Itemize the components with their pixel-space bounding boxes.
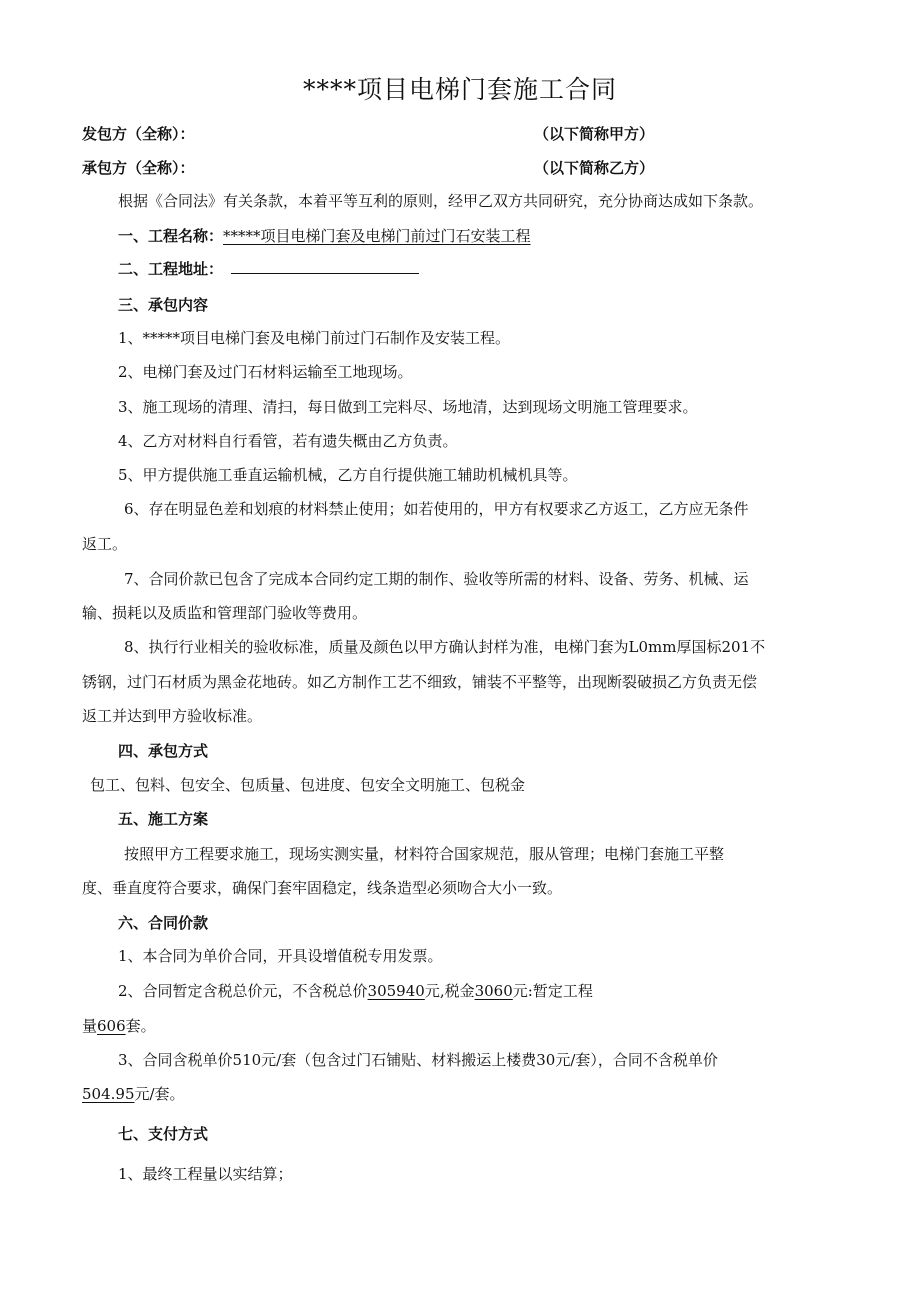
section-3-item-7-line-1: 7、合同价款已包含了完成本合同约定工期的制作、验收等所需的材料、设备、劳务、机械、运	[124, 570, 749, 588]
section-3-item-4: 4、乙方对材料自行看管，若有遗失概由乙方负责。	[118, 432, 458, 450]
section-3-item-5: 5、甲方提供施工垂直运输机械，乙方自行提供施工辅助机械机具等。	[118, 466, 578, 484]
unit-price-value: 504.95	[82, 1085, 135, 1103]
section-5-text-line-2: 度、垂直度符合要求，确保门套牢固稳定，线条造型必须吻合大小一致。	[82, 879, 563, 897]
section-1	[118, 226, 531, 246]
project-name: *****项目电梯门套及电梯门前过门石安装工程	[223, 227, 531, 245]
contractor-abbreviation: （以下简称乙方）	[534, 159, 655, 177]
section-3-item-3: 3、施工现场的清理、清扫，每日做到工完料尽、场地清，达到现场文明施工管理要求。	[118, 398, 698, 416]
contract-title: ****项目电梯门套施工合同	[302, 75, 617, 104]
quantity-unit: 套。	[125, 1017, 156, 1035]
item-2-prefix: 2、合同暂定含税总价元，不含税总价	[118, 982, 368, 1000]
section-2-heading: 二、工程地址：	[118, 260, 224, 278]
section-2	[118, 259, 419, 279]
section-3-item-8-line-1: 8、执行行业相关的验收标准，质量及颜色以甲方确认封样为准，电梯门套为L0mm厚国标201不	[124, 638, 766, 656]
section-3-item-6-line-2: 返工。	[82, 535, 128, 553]
section-1-heading: 一、工程名称：	[118, 227, 224, 245]
section-7-item-1: 1、最终工程量以实结算；	[118, 1165, 293, 1183]
section-6-item-2-line-1	[118, 981, 593, 1001]
section-7-heading: 七、支付方式	[118, 1125, 209, 1143]
unit-price-unit: 元/套。	[134, 1085, 185, 1103]
section-4-heading: 四、承包方式	[118, 742, 209, 760]
net-total-value: 305940	[367, 982, 425, 1000]
address-blank-line	[231, 259, 419, 274]
section-3-item-1: 1、*****项目电梯门套及电梯门前过门石制作及安装工程。	[118, 329, 511, 347]
section-5-heading: 五、施工方案	[118, 810, 209, 828]
contractor-label: 承包方（全称）：	[82, 159, 195, 177]
section-4-text: 包工、包料、包安全、包质量、包进度、包安全文明施工、包税金	[90, 776, 526, 794]
quantity-prefix: 量	[82, 1017, 98, 1035]
section-3-item-8-line-2: 锈钢，过门石材质为黑金花地砖。如乙方制作工艺不细致，铺装不平整等，出现断裂破损乙方负责无偿	[82, 673, 758, 691]
section-5-text-line-1: 按照甲方工程要求施工，现场实测实量，材料符合国家规范，服从管理；电梯门套施工平整	[124, 845, 725, 863]
section-6-item-3-line-1: 3、合同含税单价510元/套（包含过门石铺贴、材料搬运上楼费30元/套），合同不含税单价	[118, 1051, 718, 1069]
section-3-item-6-line-1: 6、存在明显色差和划痕的材料禁止使用；如若使用的，甲方有权要求乙方返工，乙方应无条件	[124, 500, 749, 518]
section-3-item-8-line-3: 返工并达到甲方验收标准。	[82, 707, 263, 725]
employer-abbreviation: （以下简称甲方）	[534, 125, 655, 143]
employer-label: 发包方（全称）：	[82, 125, 195, 143]
tax-value: 3060	[474, 982, 513, 1000]
section-6-heading: 六、合同价款	[118, 914, 209, 932]
quantity-value: 606	[97, 1017, 126, 1035]
section-3-item-7-line-2: 输、损耗以及质监和管理部门验收等费用。	[82, 604, 368, 622]
section-6-item-3-line-2	[82, 1084, 185, 1104]
section-6-item-1: 1、本合同为单价合同，开具设增值税专用发票。	[118, 947, 443, 965]
item-2-quantity-label: 元:暂定工程	[512, 982, 593, 1000]
item-2-tax-label: 元,税金	[424, 982, 475, 1000]
section-3-item-2: 2、电梯门套及过门石材料运输至工地现场。	[118, 363, 413, 381]
section-6-item-2-line-2	[82, 1016, 156, 1036]
preamble: 根据《合同法》有关条款，本着平等互利的原则，经甲乙双方共同研究，充分协商达成如下条款。	[118, 192, 764, 210]
section-3-heading: 三、承包内容	[118, 296, 209, 314]
